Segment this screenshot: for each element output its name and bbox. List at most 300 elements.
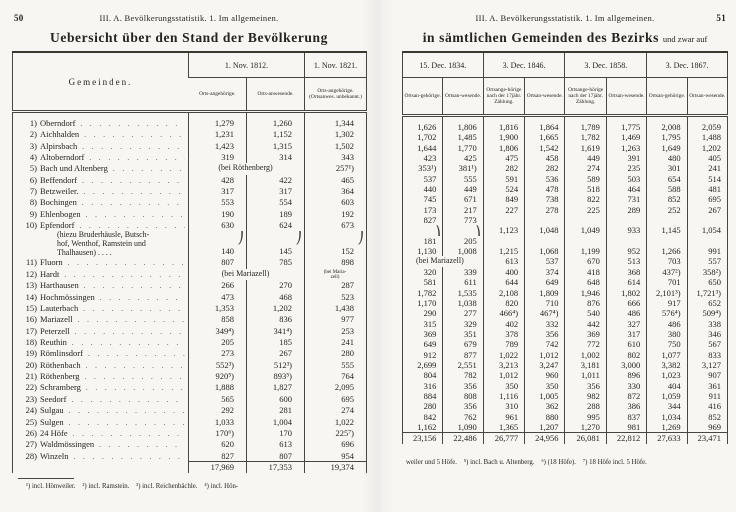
gemeinde-name-cell: [13, 439, 189, 450]
value-cell: 402: [483, 319, 524, 329]
subcol-ortsanwesende-1867: Ortsan-wesende.: [687, 78, 727, 116]
value-cell: 876: [565, 298, 606, 308]
value-cell: 742: [525, 339, 565, 349]
value-cell: 644: [483, 277, 524, 287]
value-cell: 1,806: [483, 143, 524, 153]
value-cell: [606, 236, 646, 246]
value-cell: 896: [606, 370, 646, 380]
population-table-1812-1821: [12, 51, 367, 473]
row-number: 19): [25, 348, 37, 359]
value-cell: 290: [423, 308, 437, 319]
value-cell: 1,049: [565, 225, 606, 235]
value-cell: 981: [606, 422, 646, 433]
row-number: 6): [29, 174, 37, 185]
gemeinde-name-cell: [13, 129, 189, 140]
row-number: 15): [25, 303, 37, 314]
value-cell: 852: [687, 412, 727, 422]
value-cell: 418: [565, 267, 606, 277]
row-number: 11): [25, 257, 37, 268]
total-value: 24,956: [525, 433, 565, 444]
value-cell: 620: [189, 439, 247, 450]
value-cell: 933: [606, 225, 646, 235]
table-row: [13, 163, 367, 174]
row-number: 27): [25, 439, 37, 450]
value-cell: 449: [565, 153, 606, 163]
value-cell: 1,864: [525, 116, 565, 133]
value-cell: 1,038: [443, 298, 483, 308]
value-cell: 3,127: [687, 360, 727, 370]
leader-dots: [78, 314, 185, 325]
row-number: 10): [25, 220, 37, 231]
group-header-1834: 15. Dec. 1834.: [403, 52, 484, 78]
gemeinde-name: Alpirsbach: [40, 140, 78, 151]
value-cell: 2,095: [305, 382, 367, 393]
value-cell: 449: [443, 184, 483, 194]
row-number: 21): [25, 371, 37, 382]
value-cell: 369: [423, 328, 437, 339]
gemeinde-name: Seedorf: [40, 393, 67, 404]
left-footnote: ¹) incl. Hönweiler. ²) incl. Ramstein. ³) incl. Reichenbächle. ⁴) incl. Hön-: [26, 482, 239, 490]
gemeinde-name: Schramberg: [40, 382, 81, 393]
value-cell: 190: [189, 209, 247, 220]
value-cell: 481: [687, 184, 727, 194]
gemeinde-name: Hardt: [40, 268, 60, 279]
value-cell: 982: [565, 391, 606, 401]
page-number-right: 51: [716, 13, 726, 23]
value-cell: 350: [525, 381, 565, 391]
value-cell: 425: [443, 153, 483, 163]
value-cell: 581: [423, 277, 437, 288]
value-cell: 789: [483, 339, 524, 349]
value-cell: 673: [305, 220, 367, 231]
table-row: [403, 132, 728, 142]
value-cell: 995: [565, 412, 606, 422]
value-cell: 364: [305, 186, 367, 197]
table-row: [403, 184, 728, 194]
value-cell: 576⁴): [647, 308, 687, 318]
value-cell: 852: [647, 194, 687, 204]
value-cell: 952: [606, 246, 646, 256]
leader-dots: [84, 129, 185, 140]
value-cell: 523: [305, 292, 367, 303]
value-cell: 764: [305, 371, 367, 382]
table-header-row: [403, 52, 728, 78]
gemeinde-name-cell: [13, 382, 189, 393]
gemeinde-name-cell: [13, 405, 189, 416]
value-cell: 292: [189, 405, 247, 416]
leader-dots: [69, 417, 185, 428]
total-value: 22,812: [606, 433, 646, 444]
table-row: [13, 417, 367, 428]
gemeinde-name: 24 Höfe: [40, 427, 68, 438]
value-cell: 630: [189, 220, 247, 231]
gemeinde-name-cell: [13, 292, 189, 303]
table-row: [403, 246, 728, 256]
value-cell: 772: [565, 339, 606, 349]
value-cell: 468: [247, 292, 305, 303]
value-cell: [647, 215, 687, 225]
row-number: 23): [25, 393, 37, 404]
value-cell: 613: [483, 256, 524, 266]
value-cell: 317: [189, 186, 247, 197]
value-cell: 554: [247, 197, 305, 208]
value-cell: 555: [305, 360, 367, 371]
gemeinde-name-cell: [13, 371, 189, 382]
table-row: [403, 391, 728, 401]
value-cell: 217: [443, 205, 483, 215]
subcol-ortsangehoerige-1812: Orts-angehörige.: [189, 78, 247, 112]
table-row: [403, 205, 728, 215]
table-row: [13, 197, 367, 208]
gemeinde-name-cell: [13, 360, 189, 371]
value-cell: 1,266: [647, 246, 687, 256]
table-row: [13, 439, 367, 450]
value-cell: 319: [189, 152, 247, 163]
value-cell: 649: [423, 339, 437, 350]
value-cell: 1,900: [483, 132, 524, 142]
value-cell: 833: [687, 350, 727, 360]
row-number: 28): [25, 450, 37, 461]
value-cell: 912: [423, 349, 437, 360]
table-row: [403, 412, 728, 422]
table-row: [13, 220, 367, 231]
value-cell: 1,888: [189, 382, 247, 393]
value-cell: 650: [687, 277, 727, 287]
gemeinde-name: Fluorn: [40, 257, 63, 268]
table-row: [13, 360, 367, 371]
group-header-1846: 3. Dec. 1846.: [483, 52, 565, 78]
row-number: 3): [29, 140, 37, 151]
group-header-1858: 3. Dec. 1858.: [565, 52, 647, 78]
value-cell: 205: [443, 236, 483, 246]
value-cell: 241: [687, 163, 727, 173]
value-cell: 356: [443, 401, 483, 411]
value-cell: 849: [483, 194, 524, 204]
gemeinde-name-cell: [13, 220, 189, 231]
row-number: 24): [25, 405, 37, 416]
table-row: [403, 277, 728, 287]
value-cell: 368: [606, 267, 646, 277]
gemeinde-name: Oberndorf: [40, 118, 76, 128]
value-cell: 961: [483, 412, 524, 422]
value-cell: 1,806: [443, 116, 483, 133]
value-cell: [606, 215, 646, 225]
leader-dots: [83, 303, 185, 314]
gemeinde-name-cell: [13, 141, 189, 152]
value-cell: 356: [525, 329, 565, 339]
value-cell: 1,202: [687, 143, 727, 153]
value-cell: 1,770: [443, 143, 483, 153]
value-cell: [525, 215, 565, 225]
totals-label-cell: [13, 462, 189, 473]
value-cell: 343: [305, 152, 367, 163]
gemeinde-name-cell: [13, 152, 189, 163]
value-cell: 1,344: [305, 112, 367, 130]
table-row: [13, 292, 367, 303]
value-cell: 648: [565, 277, 606, 287]
value-cell: 745: [423, 194, 437, 205]
value-cell: 836: [247, 314, 305, 325]
gemeinde-name: Bach und Altenberg: [40, 163, 108, 174]
value-cell: 1,946: [565, 288, 606, 298]
value-cell: 1,022: [305, 417, 367, 428]
gemeinde-name: Mariazell: [40, 314, 73, 325]
value-cell: 785: [247, 257, 305, 268]
leader-dots: [79, 220, 185, 231]
value-cell: 524: [483, 184, 524, 194]
gemeinde-name-cell: [13, 269, 189, 281]
value-cell: 1,059: [647, 391, 687, 401]
value-cell: 358²): [687, 267, 727, 277]
value-cell: 289: [606, 205, 646, 215]
gemeinde-name: Epfendorf: [40, 220, 75, 231]
table-row: [13, 303, 367, 314]
value-cell: 954: [305, 451, 367, 462]
value-cell: 552³): [189, 360, 247, 371]
subcol-ortsanwesende-1834: Ortsan-wesende.: [443, 78, 483, 116]
value-cell: 181: [423, 235, 437, 246]
leader-dots: [113, 163, 185, 174]
value-cell: 588: [647, 184, 687, 194]
table-row: [403, 267, 728, 277]
gemeinde-name-cell: [13, 209, 189, 220]
value-cell: 1,231: [189, 129, 247, 140]
table-row: [13, 326, 367, 337]
value-cell: 858: [189, 314, 247, 325]
value-cell: 405: [687, 153, 727, 163]
value-cell: 649: [525, 277, 565, 287]
value-cell: 466⁴): [483, 308, 524, 318]
value-cell: 1,202: [247, 303, 305, 314]
value-cell: 591: [483, 174, 524, 184]
value-cell: 884: [423, 390, 437, 401]
row-number: 2): [29, 129, 37, 140]
value-cell: 1,215: [483, 246, 524, 256]
right-title-suffix: und zwar auf: [662, 34, 708, 44]
value-cell: 310: [483, 401, 524, 411]
table-subheader-row: [403, 78, 728, 116]
value-cell: 1,199: [565, 246, 606, 256]
value-cell: 170⁶): [189, 428, 247, 439]
value-cell: 1,775: [606, 116, 646, 133]
value-cell: 553: [189, 197, 247, 208]
value-cell: 802: [606, 350, 646, 360]
value-cell: 1,469: [606, 132, 646, 142]
table-row: [13, 175, 367, 186]
leader-dots: [82, 175, 185, 186]
gemeinde-name-cell: [13, 112, 189, 130]
table-row: [403, 319, 728, 329]
gemeinde-name-cell: [13, 417, 189, 428]
value-cell: 281: [247, 405, 305, 416]
value-cell: 287: [305, 280, 367, 291]
gemeinde-name-cell: [13, 394, 189, 405]
subcol-ortsanwesende-1846: Ortsan-wesende.: [525, 78, 565, 116]
value-cell: 1,644: [417, 142, 437, 153]
total-value: 19,374: [305, 462, 367, 473]
value-cell: 2,108: [483, 288, 524, 298]
value-cell: 1,488: [687, 132, 727, 142]
value-cell: 1,816: [483, 116, 524, 133]
value-cell: 565: [189, 394, 247, 405]
value-cell: 804: [423, 370, 437, 381]
value-cell: 710: [525, 298, 565, 308]
value-cell: 666: [606, 298, 646, 308]
value-cell: 731: [606, 194, 646, 204]
value-cell: 241: [305, 337, 367, 348]
value-cell: 3,247: [525, 360, 565, 370]
row-number: 5): [29, 163, 37, 174]
row-number: 20): [25, 359, 37, 370]
subcol-ortsangehoerige-1821: Orts-angehörige. (Ortsanwes. unbekannt.): [305, 78, 367, 112]
value-cell: 374: [525, 267, 565, 277]
leader-dots: [83, 186, 185, 197]
leader-dots: [64, 269, 185, 280]
value-cell: [687, 215, 727, 225]
table-row: [403, 225, 728, 235]
value-cell: 1,260: [247, 112, 305, 130]
total-value: 27,633: [647, 433, 687, 444]
gemeinde-name-cell: [13, 175, 189, 186]
value-cell: 1,619: [565, 143, 606, 153]
total-value: 23,471: [687, 433, 727, 444]
value-cell: [483, 236, 524, 246]
row-number: 12): [25, 268, 37, 279]
value-cell: 670: [565, 256, 606, 266]
table-row: [13, 405, 367, 416]
row-number: 18): [25, 337, 37, 348]
row-number: 25): [25, 416, 37, 427]
leader-dots: [73, 428, 185, 439]
value-cell: 277: [443, 308, 483, 318]
value-cell: 1,004: [247, 417, 305, 428]
value-cell: 270: [247, 280, 305, 291]
leader-dots: [73, 451, 185, 462]
row-number: 16): [25, 314, 37, 325]
value-cell: 1,423: [189, 141, 247, 152]
gemeinde-name: Römlinsdorf: [40, 348, 83, 359]
value-cell: 1,542: [525, 143, 565, 153]
page-gutter: [362, 0, 396, 512]
gemeinde-name-cell: [13, 326, 189, 337]
table-row: [13, 428, 367, 439]
value-cell: 338: [687, 319, 727, 329]
value-cell: 351: [443, 329, 483, 339]
gemeinde-name-cell: [13, 428, 189, 439]
value-cell: 1,116: [483, 391, 524, 401]
value-cell: 1,782: [565, 132, 606, 142]
value-cell: 361: [687, 381, 727, 391]
gemeinde-name: Sulgau: [40, 405, 64, 416]
value-cell: 807: [247, 451, 305, 462]
value-cell: 1,012: [525, 350, 565, 360]
value-cell: 1,123: [483, 225, 524, 235]
value-cell: 274: [305, 405, 367, 416]
value-cell: 173: [423, 204, 437, 215]
value-cell: 518: [565, 184, 606, 194]
value-cell: 227: [483, 205, 524, 215]
value-cell: 1,011: [565, 370, 606, 380]
group-header-1821: 1. Nov. 1821.: [305, 52, 367, 78]
total-value: 17,353: [247, 462, 305, 473]
value-cell: 362: [525, 401, 565, 411]
value-cell: (bei Maria- zell): [305, 269, 367, 281]
table-row: [403, 422, 728, 433]
value-cell: 282: [525, 163, 565, 173]
value-cell: 1,207: [525, 422, 565, 433]
value-cell: 185: [247, 337, 305, 348]
value-cell: 701: [647, 277, 687, 287]
value-cell: 486: [606, 308, 646, 318]
value-cell: 225: [565, 205, 606, 215]
value-cell: 671: [443, 194, 483, 204]
value-cell: 3,181: [565, 360, 606, 370]
value-cell: 1,048: [525, 225, 565, 235]
value-cell: 2,059: [687, 116, 727, 133]
value-cell: 1,802: [606, 288, 646, 298]
value-cell: ) 140: [189, 231, 247, 257]
value-cell: 614: [606, 277, 646, 287]
table-row: [13, 112, 367, 130]
subcol-ortsangehoerige-1846: Ortsange-hörige nach der 17jähr. Zählung.: [483, 78, 524, 116]
value-cell: 837: [606, 412, 646, 422]
leader-dots: [68, 257, 185, 268]
value-cell: 428: [189, 175, 247, 186]
value-cell: 827: [189, 451, 247, 462]
value-cell: 189: [247, 209, 305, 220]
gemeinde-name: Sulgen: [40, 416, 64, 427]
value-cell: 1,012: [483, 370, 524, 380]
table-header-row: [13, 52, 367, 78]
value-cell: 750: [647, 339, 687, 349]
value-cell: 280: [305, 348, 367, 359]
value-cell: 514: [687, 174, 727, 184]
value-cell: 540: [565, 308, 606, 318]
value-cell: [687, 236, 727, 246]
value-cell: 1,721³): [687, 288, 727, 298]
value-cell: 317: [247, 186, 305, 197]
value-cell: 1,090: [443, 422, 483, 433]
group-header-1812: 1. Nov. 1812.: [189, 52, 305, 78]
value-cell: 1,263: [606, 143, 646, 153]
total-value: 17,969: [189, 462, 247, 473]
value-cell: 386: [606, 401, 646, 411]
value-cell: 380: [647, 329, 687, 339]
subcol-ortsangehoerige-1867: Ortsan-gehörige.: [647, 78, 687, 116]
value-cell: ) 152: [305, 231, 367, 257]
gemeinde-name-cell: [13, 314, 189, 325]
value-cell: 1,702: [417, 132, 437, 143]
leader-dots: [86, 209, 185, 220]
value-cell: 252: [647, 205, 687, 215]
leader-dots: [100, 292, 185, 303]
value-cell: 1,795: [647, 132, 687, 142]
gemeinde-name: Röthenbach: [40, 359, 81, 370]
gemeinde-name: Reuthin: [40, 337, 67, 348]
value-cell: 1,023: [647, 370, 687, 380]
value-cell: 1,626: [417, 122, 437, 132]
value-cell: 807: [189, 257, 247, 268]
value-cell: 917: [647, 298, 687, 308]
value-cell: 703: [647, 256, 687, 266]
value-cell: 738: [525, 194, 565, 204]
table-row: [403, 329, 728, 339]
table-row: [403, 163, 728, 173]
value-cell: 1,302: [305, 129, 367, 140]
value-cell: 1,002: [565, 350, 606, 360]
leader-dots: [86, 360, 185, 371]
value-cell: 960: [525, 370, 565, 380]
